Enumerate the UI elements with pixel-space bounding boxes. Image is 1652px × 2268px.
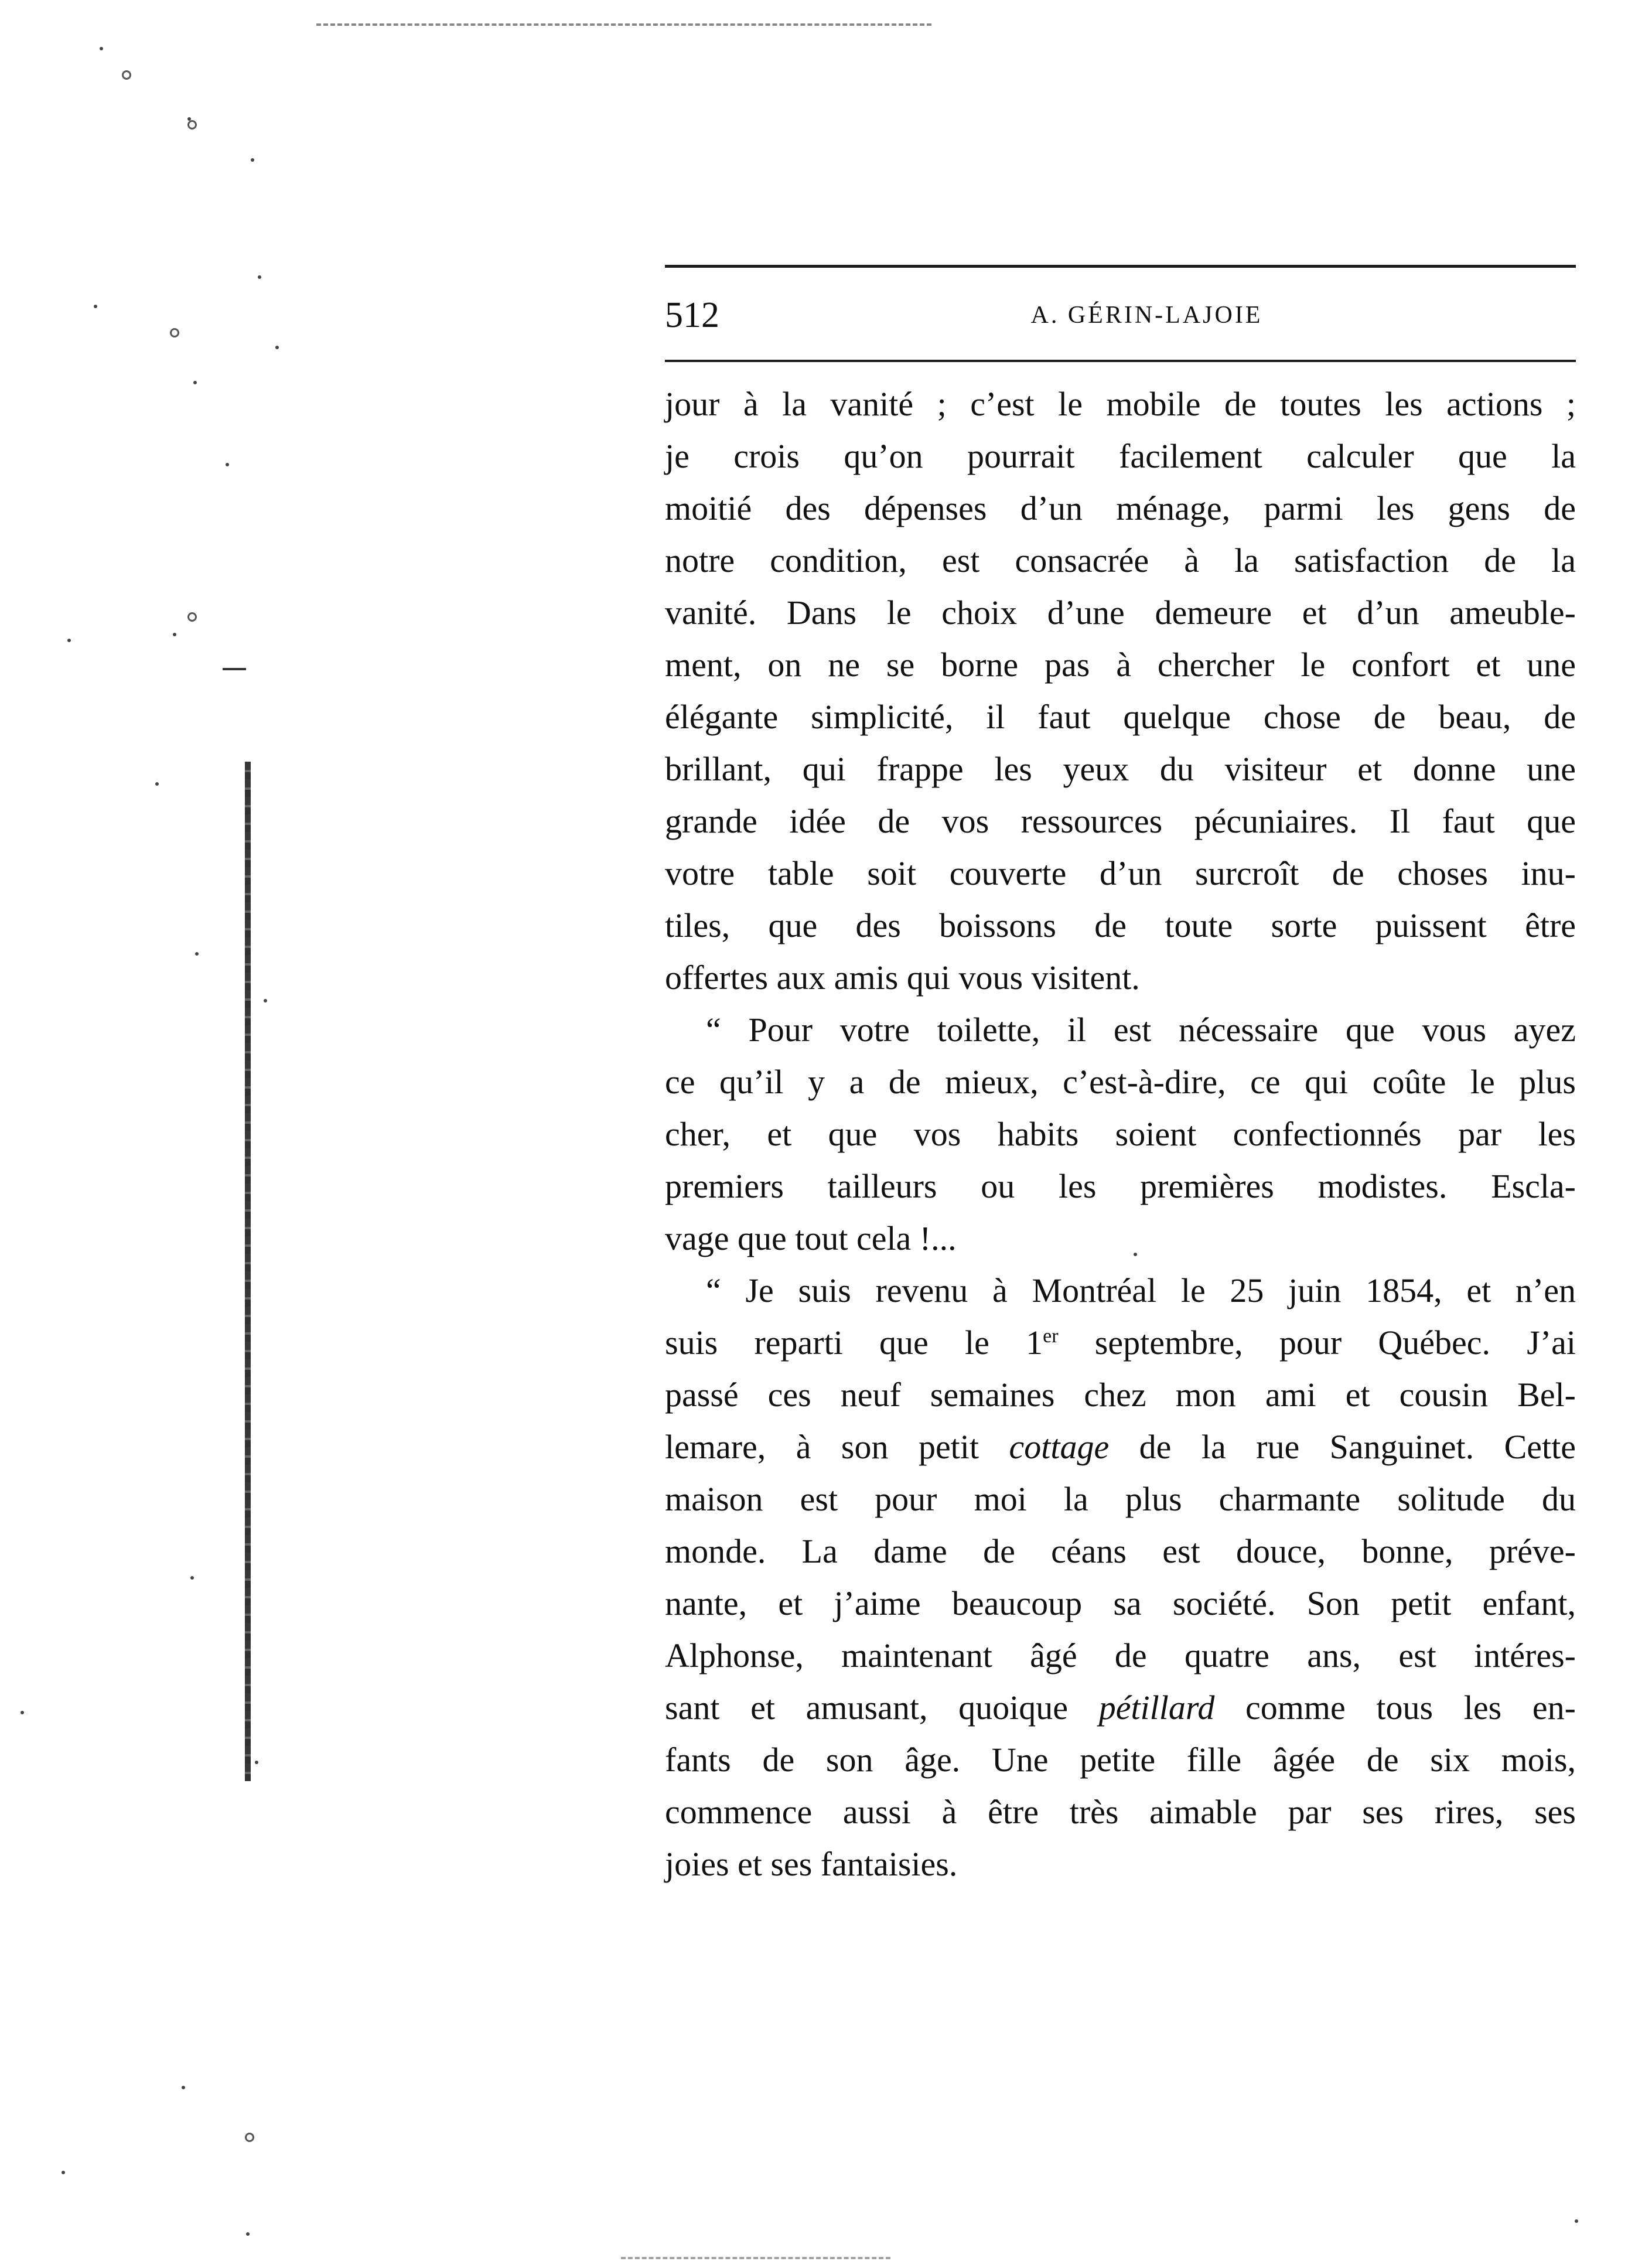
scan-speck [255,1761,258,1764]
text-fragment: suis reparti que le 1 [665,1324,1043,1362]
scan-speck [1575,2219,1578,2223]
scan-speck [182,2086,185,2089]
text-line: fants de son âge. Une petite fille âgée de six mois, [665,1741,1576,1779]
scan-speck [245,2133,254,2142]
body-text [665,378,1576,1890]
scan-speck [100,47,103,50]
text-line: Alphonse, maintenant âgé de quatre ans, est intéres- [665,1636,1576,1674]
scan-speck [67,639,71,642]
scan-artifact-bottom [621,2257,890,2259]
scan-speck [170,328,179,337]
scan-speck [275,346,279,349]
text-line: premiers tailleurs ou les premières modistes. Escla- [665,1167,1576,1205]
scan-speck [122,70,131,80]
text-line: vage que tout cela !... [665,1219,957,1257]
page-header [665,286,1576,345]
scan-speck [21,1711,24,1714]
scan-speck [193,381,197,384]
scan-speck [226,463,229,466]
text-line: joies et ses fantaisies. [665,1845,958,1883]
scan-speck [94,305,97,308]
text-line: nante, et j’aime beaucoup sa société. Son petit enfant, [665,1584,1576,1622]
text-line: notre condition, est consacrée à la satisfaction de la [665,541,1576,579]
scan-artifact-top [316,23,931,26]
text-fragment: comme tous les en- [1214,1689,1576,1727]
scan-speck [173,633,176,636]
page-number: 512 [665,295,719,335]
scan-speck [187,120,197,129]
scan-speck [190,1576,194,1580]
text-line: monde. La dame de céans est douce, bonne, préve- [665,1532,1576,1570]
text-line: offertes aux amis qui vous visitent. [665,959,1140,997]
text-fragment: sant et amusant, quoique [665,1689,1099,1727]
text-line: brillant, qui frappe les yeux du visiteur et donne une [665,750,1576,788]
italic-word: cottage [1009,1428,1110,1466]
text-line: jour à la vanité ; c’est le mobile de toutes les actions ; [665,385,1576,423]
text-line: tiles, que des boissons de toute sorte puissent être [665,906,1576,944]
text-line: je crois qu’on pourrait facilement calculer que la [665,437,1576,475]
text-line: commence aussi à être très aimable par ses rires, ses [665,1793,1576,1831]
running-head: A. GÉRIN-LAJOIE [1030,302,1263,329]
scan-speck [246,2232,250,2236]
text-line: maison est pour moi la plus charmante solitude du [665,1480,1576,1518]
header-bottom-rule [665,360,1576,362]
italic-word: pétillard [1098,1689,1215,1727]
scan-speck [264,999,267,1002]
text-line: “ Je suis revenu à Montréal le 25 juin 1854, et n’en [706,1271,1576,1309]
text-line [665,1682,1576,1734]
binding-gutter-shadow [245,762,251,1781]
text-line: élégante simplicité, il faut quelque chose de beau, de [665,698,1576,736]
text-line: “ Pour votre toilette, il est nécessaire que vous ayez [706,1011,1576,1049]
text-line: passé ces neuf semaines chez mon ami et cousin Bel- [665,1376,1576,1414]
scan-speck [195,952,199,956]
superscript-er: er [1043,1325,1059,1347]
text-line: votre table soit couverte d’un surcroît de choses inu- [665,854,1576,892]
text-line: ce qu’il y a de mieux, c’est-à-dire, ce qui coûte le plus [665,1063,1576,1101]
scan-speck [155,782,159,786]
text-fragment: septembre, pour Québec. J’ai [1058,1324,1576,1362]
text-fragment: lemare, à son petit [665,1428,1009,1466]
text-line: grande idée de vos ressources pécuniaires. Il faut que [665,802,1576,840]
scan-speck [251,158,254,162]
scan-speck [62,2171,65,2174]
text-fragment: de la rue Sanguinet. Cette [1109,1428,1576,1466]
text-line [665,1317,1576,1369]
scan-speck [187,612,197,622]
text-line: ment, on ne se borne pas à chercher le confort et une [665,646,1576,684]
text-line: vanité. Dans le choix d’une demeure et d’un ameuble- [665,594,1576,632]
text-line: cher, et que vos habits soient confectionnés par les [665,1115,1576,1153]
gutter-tick-mark [223,668,246,670]
header-top-rule [665,265,1576,268]
scan-speck [258,275,261,279]
text-line [665,1421,1576,1473]
text-line: moitié des dépenses d’un ménage, parmi les gens de [665,489,1576,527]
